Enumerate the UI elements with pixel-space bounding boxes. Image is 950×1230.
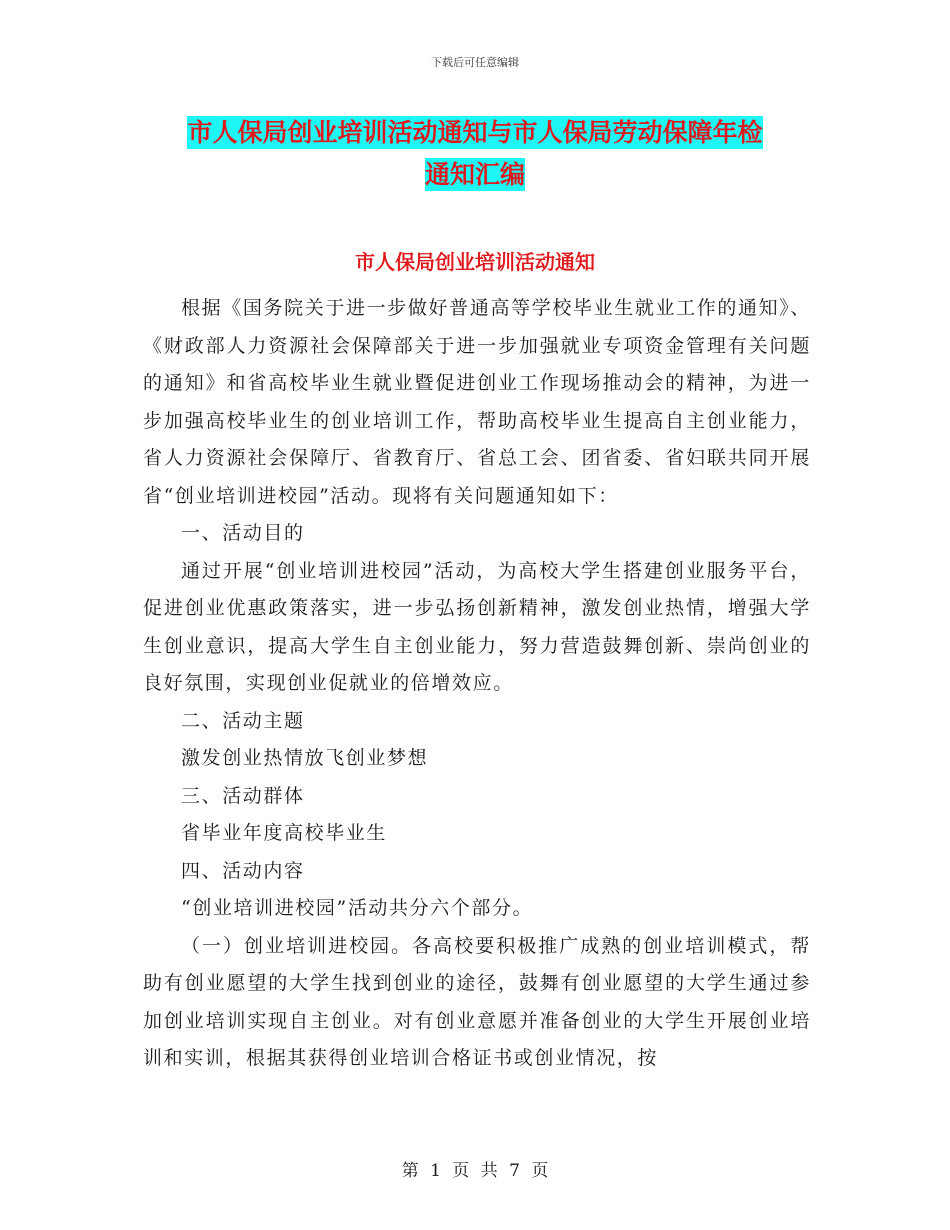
page-footer: 第 1 页 共 7 页 bbox=[401, 1161, 549, 1181]
document-title-line-2 bbox=[140, 150, 810, 200]
heading-activity-content: 四、活动内容 bbox=[181, 859, 305, 882]
paragraph: 省毕业年度高校毕业生 bbox=[181, 822, 388, 844]
heading-activity-purpose: 一、活动目的 bbox=[181, 522, 305, 544]
paragraph: （一）创业培训进校园。各高校要积极推广成熟的创业培训模式，帮助有创业愿望的大学生找到创业的途径，鼓舞有创业愿望的大学生通过参加创业培训实现自主创业。对有创业意愿并准备创业的大学生开展创业培训和实训，根据其获得创业培训合格证书或创业情况，按 bbox=[143, 934, 811, 1069]
title-highlight-2: 通知汇编 bbox=[424, 160, 525, 189]
paragraph: 通过开展“创业培训进校园”活动，为高校大学生搭建创业服务平台，促进创业优惠政策落实，进一步弘扬创新精神，激发创业热情，增强大学生创业意识，提高大学生自主创业能力，努力营造鼓舞创新、崇尚创业的良好氛围，实现创业促就业的倍增效应。 bbox=[143, 559, 811, 694]
header-note: 下载后可任意编辑 bbox=[431, 56, 519, 69]
paragraph: 激发创业热情放飞创业梦想 bbox=[181, 747, 429, 769]
paragraph: 根据《国务院关于进一步做好普通高等学校毕业生就业工作的通知》、《财政部人力资源社会保障部关于进一步加强就业专项资金管理有关问题的通知》和省高校毕业生就业暨促进创业工作现场推动会的精神，为进一步加强高校毕业生的创业培训工作，帮助高校毕业生提高自主创业能力，省人力资源社会保障厅、省教育厅、省总工会、团省委、省妇联共同开展省“创业培训进校园”活动。现将有关问题通知如下： bbox=[143, 297, 811, 507]
document-body bbox=[143, 290, 811, 1078]
section-title: 市人保局创业培训活动通知 bbox=[355, 250, 595, 274]
paragraph: “创业培训进校园”活动共分六个部分。 bbox=[181, 897, 534, 919]
heading-activity-theme: 二、活动主题 bbox=[181, 709, 305, 732]
heading-activity-group: 三、活动群体 bbox=[181, 784, 305, 807]
title-highlight-1: 市人保局创业培训活动通知与市人保局劳动保障年检 bbox=[187, 118, 763, 147]
